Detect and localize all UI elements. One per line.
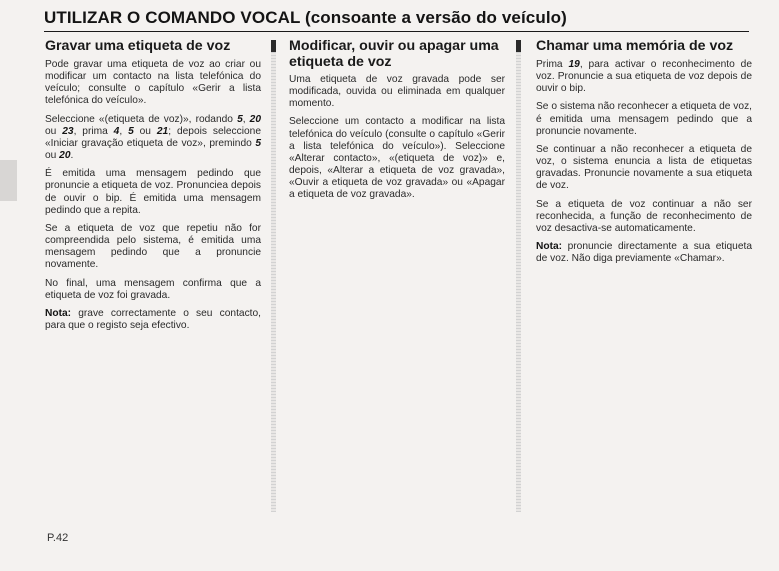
key-number: 19 bbox=[568, 59, 580, 70]
press-instruction-paragraph bbox=[536, 59, 752, 95]
paragraph: Pode gravar uma etiqueta de voz ao criar ou modificar um contacto na lista telefónica do veículo; consulte o capítulo «Gerir a lista telefónica do veículo». bbox=[45, 59, 261, 107]
paragraph: Se a etiqueta de voz continuar a não ser reconhecida, a função de reconhecimento de voz desactiva-se automaticamente. bbox=[536, 198, 752, 234]
key-number: 4 bbox=[113, 125, 120, 137]
text-run: , para activar o reconhecimento de voz. Pronuncie a sua etiqueta de voz depois de ouvir o bip. bbox=[536, 59, 752, 95]
note-label: Nota: bbox=[536, 241, 563, 253]
column-record-voice-tag bbox=[45, 38, 261, 338]
section-side-tab bbox=[0, 160, 17, 201]
key-number: 5 bbox=[237, 113, 243, 125]
key-number: 5 bbox=[255, 137, 261, 149]
paragraph: Uma etiqueta de voz gravada pode ser modificada, ouvida ou eliminada em qualquer momento. bbox=[289, 74, 505, 110]
text-run: ou bbox=[133, 125, 157, 137]
text-run: , bbox=[119, 125, 129, 137]
page-number: P.42 bbox=[47, 532, 69, 544]
note-paragraph bbox=[45, 308, 261, 332]
paragraph: No final, uma mensagem confirma que a etiqueta de voz foi gravada. bbox=[45, 277, 261, 301]
column-call-voice-memory bbox=[536, 38, 752, 271]
column-separator bbox=[271, 40, 276, 512]
key-number: 5 bbox=[128, 125, 134, 137]
text-run: ; depois seleccione «Iniciar gravação etiqueta de voz», premindo bbox=[45, 125, 261, 149]
text-run: ou bbox=[45, 150, 60, 162]
key-number: 23 bbox=[62, 125, 74, 137]
note-text: pronuncie directamente a sua etiqueta de voz. Não diga previamente «Chamar». bbox=[536, 241, 752, 265]
text-run: Seleccione «(etiqueta de voz)», rodando bbox=[45, 113, 238, 125]
text-run: . bbox=[70, 150, 74, 162]
column-heading: Chamar uma memória de voz bbox=[536, 38, 734, 54]
text-run: , prima bbox=[73, 125, 114, 137]
note-label: Nota: bbox=[45, 307, 72, 319]
note-paragraph bbox=[536, 241, 752, 265]
paragraph: Se continuar a não reconhecer a etiqueta de voz, o sistema enuncia a lista de etiquetas gravadas. Pronuncie novamente a sua etiqueta de voz. bbox=[536, 143, 752, 192]
column-separator bbox=[516, 40, 521, 512]
page-title: UTILIZAR O COMANDO VOCAL (consoante a versão do veículo) bbox=[44, 8, 567, 27]
select-instruction-paragraph bbox=[45, 114, 261, 163]
text-run: Prima bbox=[536, 59, 569, 70]
paragraph: É emitida uma mensagem pedindo que pronuncie a etiqueta de voz. Pronunciea depois de ouvir o bip. É emitida uma mensagem pedindo que a repita. bbox=[45, 168, 261, 216]
column-edit-voice-tag bbox=[289, 38, 505, 208]
text-run: ou bbox=[45, 125, 63, 137]
column-heading: Gravar uma etiqueta de voz bbox=[45, 38, 231, 54]
paragraph: Seleccione um contacto a modificar na lista telefónica do veículo (consulte o capítulo «Gerir a lista telefónica do veículo»). Seleccione «Alterar contacto», «(etiqueta de voz)» e, depois, «Alterar a etiqueta de voz gravada», «Ouvir a etiqueta de voz gravada» ou «Apagar a etiqueta de voz gravada». bbox=[289, 116, 505, 201]
column-heading: Modificar, ouvir ou apagar uma etiqueta de voz bbox=[289, 38, 499, 70]
key-number: 20 bbox=[249, 113, 261, 125]
text-run: , bbox=[242, 113, 250, 125]
title-rule bbox=[44, 31, 749, 32]
paragraph: Se a etiqueta de voz que repetiu não for compreendida pelo sistema, é emitida uma mensagem pedindo que a pronuncie novamente. bbox=[45, 222, 261, 271]
paragraph: Se o sistema não reconhecer a etiqueta de voz, é emitida uma mensagem pedindo que a pronuncie novamente. bbox=[536, 101, 752, 137]
note-text: grave correctamente o seu contacto, para que o registo seja efectivo. bbox=[45, 307, 261, 331]
key-number: 20 bbox=[59, 150, 71, 162]
key-number: 21 bbox=[156, 125, 169, 137]
